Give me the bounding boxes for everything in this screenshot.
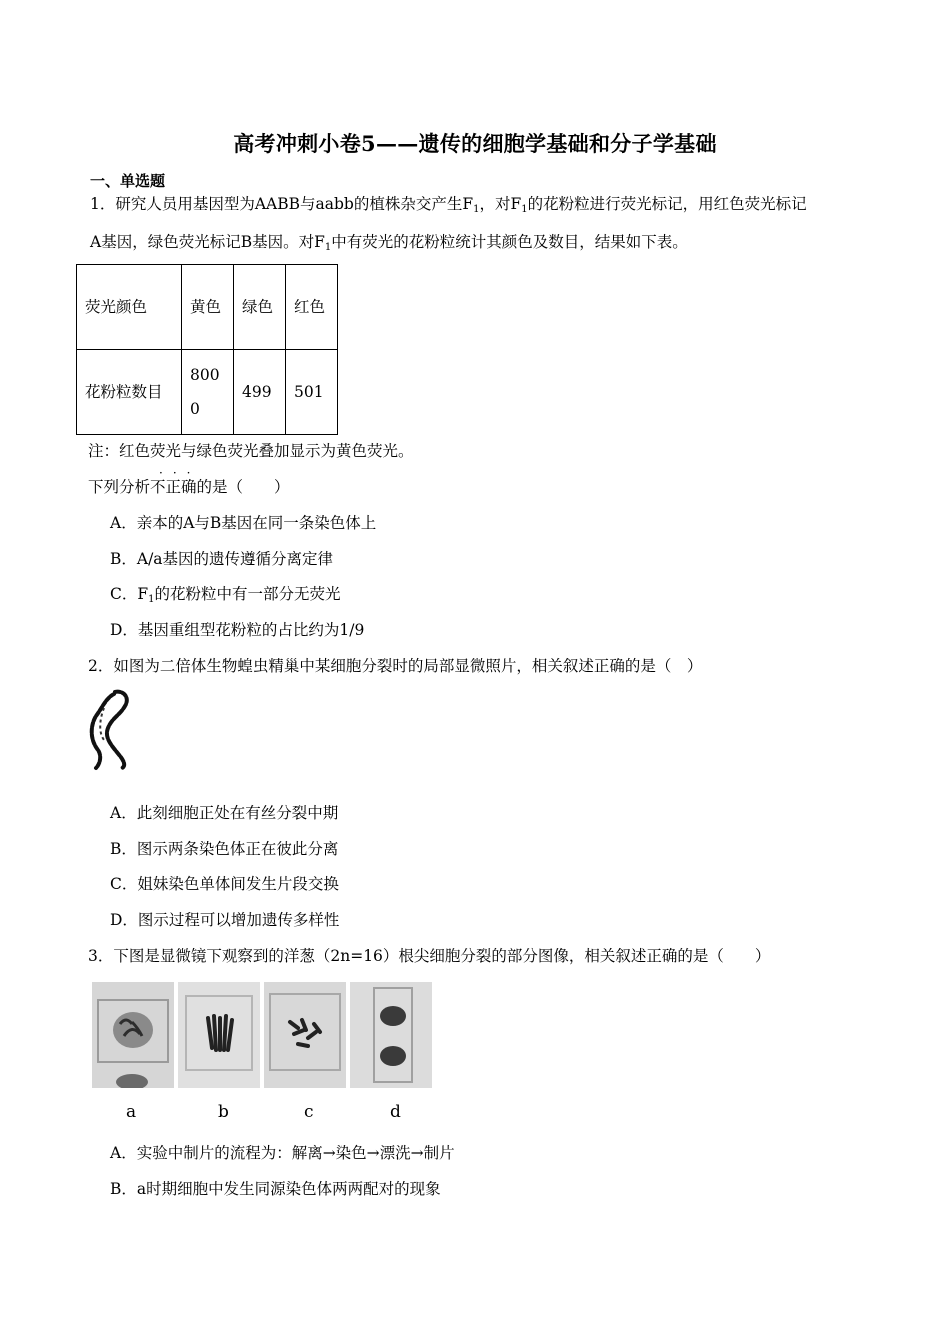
section-heading: 一、单选题	[90, 172, 166, 190]
cell-image-c	[264, 982, 346, 1088]
q1-option-a[interactable]: A．亲本的A与B基因在同一条染色体上	[110, 514, 377, 532]
chromosome-micrograph	[84, 688, 134, 774]
cell-image-d	[350, 982, 432, 1088]
emphasis-dots: ···	[159, 466, 201, 480]
table-row	[77, 265, 338, 350]
q1-option-d[interactable]: D．基因重组型花粉粒的占比约为1/9	[110, 621, 365, 639]
fluorescence-table	[76, 264, 338, 435]
table-cell: 红色	[286, 265, 338, 350]
q2-option-d[interactable]: D．图示过程可以增加遗传多样性	[110, 911, 340, 929]
page-title: 高考冲刺小卷5——遗传的细胞学基础和分子学基础	[233, 131, 717, 156]
q3-option-a[interactable]: A．实验中制片的流程为：解离→染色→漂洗→制片	[110, 1144, 455, 1162]
table-cell: 8000	[182, 350, 234, 435]
table-row	[77, 350, 338, 435]
table-cell: 荧光颜色	[77, 265, 182, 350]
image-label-b: b	[218, 1102, 229, 1122]
cell-image-b	[178, 982, 260, 1088]
table-cell: 499	[234, 350, 286, 435]
image-label-a: a	[126, 1102, 137, 1122]
q2-option-a[interactable]: A．此刻细胞正处在有丝分裂中期	[110, 804, 339, 822]
q1-stem: 下列分析不正确的是（ ）	[88, 478, 290, 496]
q3-option-b[interactable]: B．a时期细胞中发生同源染色体两两配对的现象	[110, 1180, 441, 1198]
image-label-d: d	[390, 1102, 401, 1122]
table-cell: 花粉粒数目	[77, 350, 182, 435]
q2-option-b[interactable]: B．图示两条染色体正在彼此分离	[110, 840, 339, 858]
q1-option-b[interactable]: B．A/a基因的遗传遵循分离定律	[110, 550, 334, 568]
q1-note: 注：红色荧光与绿色荧光叠加显示为黄色荧光。	[88, 442, 414, 460]
q3-stem: 3．下图是显微镜下观察到的洋葱（2n=16）根尖细胞分裂的部分图像，相关叙述正确的是（ ）	[88, 947, 771, 965]
q1-option-c[interactable]: C．$F_1$的花粉粒中有一部分无荧光	[110, 585, 341, 605]
table-cell: 黄色	[182, 265, 234, 350]
table-cell: 501	[286, 350, 338, 435]
table-cell: 绿色	[234, 265, 286, 350]
cell-image-a	[92, 982, 174, 1088]
image-label-c: c	[304, 1102, 314, 1122]
q1-line1: 1．研究人员用基因型为AABB与aabb的植株杂交产生$F_1$，对$F_1$的花粉粒进行荧光标记，用红色荧光标记	[90, 195, 807, 215]
q2-stem: 2．如图为二倍体生物蝗虫精巢中某细胞分裂时的局部显微照片，相关叙述正确的是（ ）	[88, 657, 703, 675]
q1-line2: A基因，绿色荧光标记B基因。对$F_1$中有荧光的花粉粒统计其颜色及数目，结果如下表。	[90, 233, 688, 253]
q2-option-c[interactable]: C．姐妹染色单体间发生片段交换	[110, 875, 339, 893]
